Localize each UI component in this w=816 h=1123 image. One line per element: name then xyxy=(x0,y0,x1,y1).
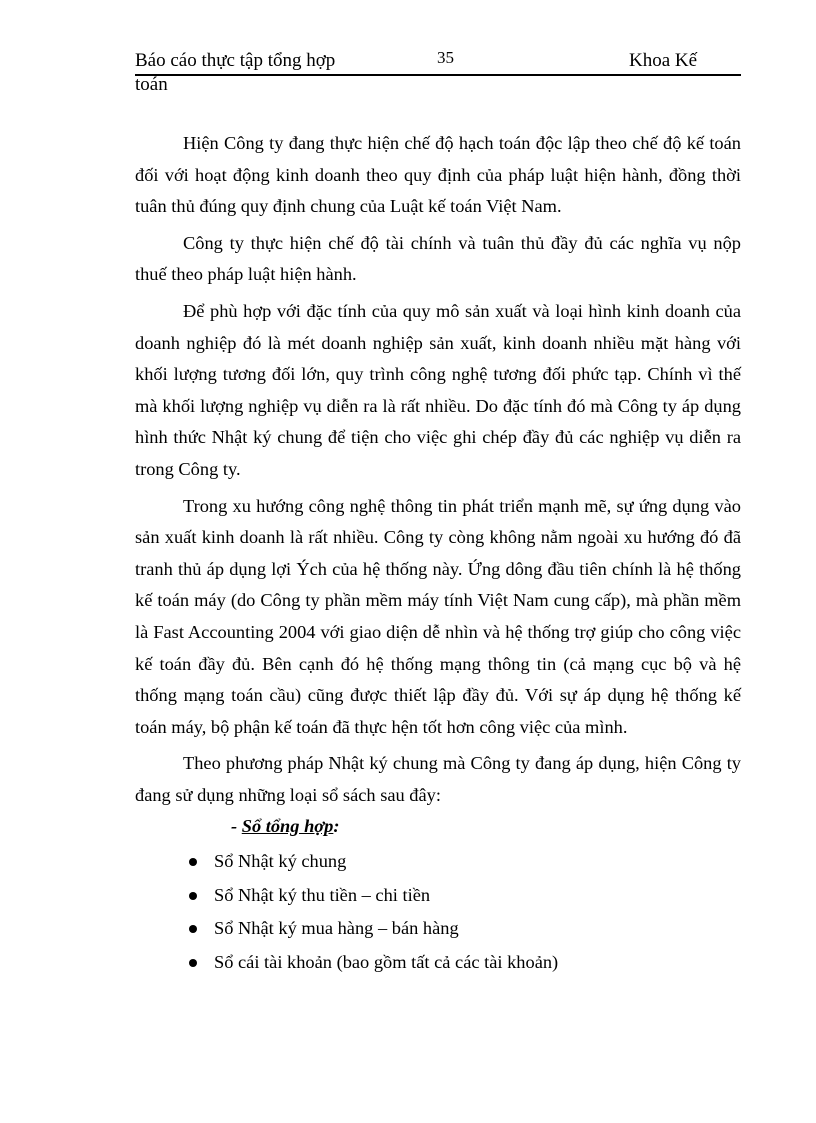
section-heading xyxy=(135,811,741,843)
header-report-title: Báo cáo thực tập tổng hợp xyxy=(135,50,336,71)
page-header xyxy=(135,48,741,76)
bullet-icon xyxy=(189,959,197,967)
paragraph: Công ty thực hiện chế độ tài chính và tuân thủ đầy đủ các nghĩa vụ nộp thuế theo pháp luật hiện hành. xyxy=(135,232,741,285)
book-list xyxy=(135,845,741,979)
paragraph: Trong xu hướng công nghệ thông tin phát triển mạnh mẽ, sự ứng dụng vào sản xuất kinh doanh là rất nhiều. Công ty còng không nằm ngoài xu hướng đó đã tranh thủ áp dụng lợi Ých của hệ thống này. Ứng dông đầu tiên chính là hệ thống kế toán máy (do Công ty phần mềm máy tính Việt Nam cung cấp), mà phần mềm là Fast Accounting 2004 với giao diện dễ nhìn và hệ thống trợ giúp cho công việc kế toán đầy đủ. Bên cạnh đó hệ thống mạng thông tin (cả mạng cục bộ và hệ thống mạng toán cầu) cũng được thiết lập đầy đủ. Với sự áp dụng hệ thống kế toán máy, bộ phận kế toán đã thực hện tốt hơn công việc của mình. xyxy=(135,495,741,737)
list-item xyxy=(135,912,741,946)
list-item-text: Sổ cái tài khoản (bao gồm tất cả các tài khoản) xyxy=(214,951,559,972)
list-item-text: Sổ Nhật ký chung xyxy=(214,851,347,872)
list-item xyxy=(135,845,741,879)
list-item xyxy=(135,879,741,913)
list-item-text: Sổ Nhật ký thu tiền – chi tiền xyxy=(214,884,431,905)
section-prefix: - xyxy=(231,816,242,837)
header-faculty-wrap: toán xyxy=(135,74,168,95)
header-faculty: Khoa Kế xyxy=(629,50,698,71)
section-suffix: : xyxy=(333,816,340,837)
page-number: 35 xyxy=(437,48,454,67)
bullet-icon xyxy=(189,925,197,933)
section-title: Sổ tổng hợp xyxy=(241,816,334,837)
paragraph: Để phù hợp với đặc tính của quy mô sản xuất và loại hình kinh doanh của doanh nghiệp đó là mét doanh nghiệp sản xuất, kinh doanh nhiều mặt hàng với khối lượng tương đối lớn, quy trình công nghệ tương đối phức tạp. Chính vì thế mà khối lượng nghiệp vụ diễn ra là rất nhiều. Do đặc tính đó mà Công ty áp dụng hình thức Nhật ký chung để tiện cho việc ghi chép đầy đủ các nghiệp vụ diễn ra trong Công ty. xyxy=(135,300,741,479)
bullet-icon xyxy=(189,858,197,866)
paragraph: Hiện Công ty đang thực hiện chế độ hạch toán độc lập theo chế độ kế toán đối với hoạt động kinh doanh theo quy định của pháp luật hiện hành, đồng thời tuân thủ đúng quy định chung của Luật kế toán Việt Nam. xyxy=(135,133,741,217)
paragraph: Theo phương pháp Nhật ký chung mà Công ty đang áp dụng, hiện Công ty đang sử dụng những loại sổ sách sau đây: xyxy=(135,753,741,805)
document-body xyxy=(135,128,741,979)
list-item xyxy=(135,946,741,980)
list-item-text: Sổ Nhật ký mua hàng – bán hàng xyxy=(214,918,459,939)
bullet-icon xyxy=(189,892,197,900)
